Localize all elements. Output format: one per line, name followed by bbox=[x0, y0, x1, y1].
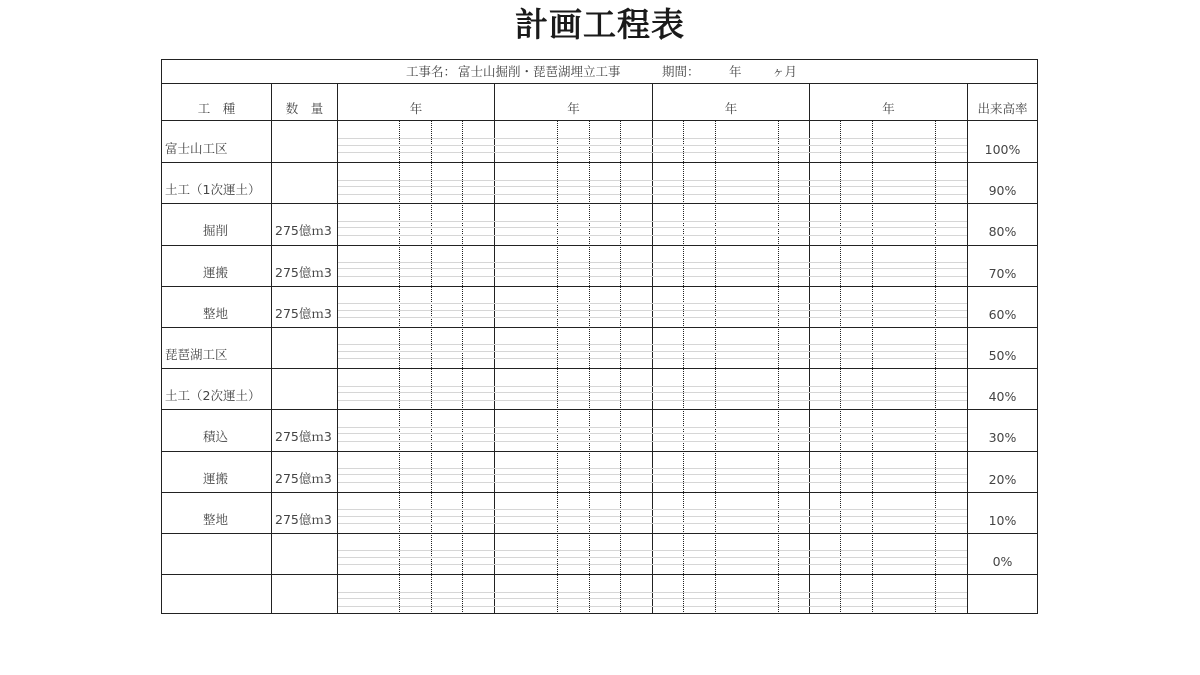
schedule-table bbox=[161, 59, 1038, 614]
bar-guide-line bbox=[338, 180, 967, 181]
work-type-cell: 整地 bbox=[203, 511, 229, 527]
bar-guide-line bbox=[338, 433, 967, 434]
quantity-cell: 275億ｍ3 bbox=[275, 223, 332, 239]
bar-guide-line bbox=[338, 427, 967, 428]
quantity-cell: 275億ｍ3 bbox=[275, 511, 332, 527]
year-header-3: 年 bbox=[653, 84, 809, 121]
work-type-cell: 土工（2次運土） bbox=[165, 388, 261, 404]
bar-guide-line bbox=[338, 523, 967, 524]
row-divider bbox=[162, 451, 1037, 452]
progress-cell: 90% bbox=[988, 183, 1017, 199]
bar-guide-line bbox=[338, 268, 967, 269]
progress-cell: 10% bbox=[988, 512, 1017, 528]
row-divider bbox=[162, 203, 1037, 204]
bar-guide-line bbox=[338, 564, 967, 565]
row-divider bbox=[162, 574, 1037, 575]
column-divider bbox=[271, 84, 272, 614]
year-header-2: 年 bbox=[495, 84, 652, 121]
quantity-cell: 275億ｍ3 bbox=[275, 470, 332, 486]
progress-cell: 20% bbox=[988, 471, 1017, 487]
bar-guide-line bbox=[338, 592, 967, 593]
bar-guide-line bbox=[338, 400, 967, 401]
bar-guide-line bbox=[338, 557, 967, 558]
bar-guide-line bbox=[338, 221, 967, 222]
bar-guide-line bbox=[338, 474, 967, 475]
period-year-unit: 年 bbox=[729, 64, 742, 79]
bar-guide-line bbox=[338, 152, 967, 153]
bar-guide-line bbox=[338, 509, 967, 510]
bar-guide-line bbox=[338, 186, 967, 187]
project-name: 富士山掘削・琵琶湖埋立工事 bbox=[458, 64, 621, 79]
row-divider bbox=[162, 533, 1037, 534]
work-type-cell: 運搬 bbox=[203, 264, 229, 280]
period-label: 期間： bbox=[662, 64, 700, 79]
work-type-cell: 積込 bbox=[203, 429, 229, 445]
work-type-cell: 整地 bbox=[203, 305, 229, 321]
row-divider bbox=[162, 245, 1037, 246]
bar-guide-line bbox=[338, 303, 967, 304]
quantity-cell: 275億ｍ3 bbox=[275, 264, 332, 280]
work-type-header: 工 種 bbox=[162, 84, 271, 121]
progress-cell: 30% bbox=[988, 430, 1017, 446]
row-divider bbox=[162, 162, 1037, 163]
bar-guide-line bbox=[338, 358, 967, 359]
work-type-cell: 富士山工区 bbox=[165, 141, 228, 156]
progress-cell: 40% bbox=[988, 389, 1017, 405]
progress-cell: 50% bbox=[988, 348, 1017, 363]
quantity-cell: 275億ｍ3 bbox=[275, 305, 332, 321]
bar-guide-line bbox=[338, 550, 967, 551]
year-header-4: 年 bbox=[810, 84, 967, 121]
row-divider bbox=[162, 327, 1037, 328]
work-type-cell: 琵琶湖工区 bbox=[165, 347, 228, 362]
progress-header: 出来高率 bbox=[968, 84, 1037, 121]
bar-guide-line bbox=[338, 262, 967, 263]
progress-cell: 0% bbox=[992, 554, 1013, 569]
bar-guide-line bbox=[338, 235, 967, 236]
bar-guide-line bbox=[338, 227, 967, 228]
bar-guide-line bbox=[338, 516, 967, 517]
progress-cell: 80% bbox=[988, 224, 1017, 240]
work-type-cell: 土工（1次運土） bbox=[165, 182, 261, 198]
column-divider bbox=[809, 84, 810, 614]
work-type-cell: 掘削 bbox=[203, 223, 229, 239]
progress-cell: 100% bbox=[984, 142, 1021, 157]
bar-guide-line bbox=[338, 351, 967, 352]
progress-cell: 60% bbox=[988, 306, 1017, 322]
progress-cell: 70% bbox=[988, 265, 1017, 281]
row-divider bbox=[162, 409, 1037, 410]
row-divider bbox=[162, 368, 1037, 369]
quantity-header: 数 量 bbox=[272, 84, 337, 121]
bar-guide-line bbox=[338, 598, 967, 599]
project-header bbox=[162, 60, 1037, 84]
column-divider bbox=[652, 84, 653, 614]
bar-guide-line bbox=[338, 468, 967, 469]
bar-guide-line bbox=[338, 344, 967, 345]
bar-guide-line bbox=[338, 310, 967, 311]
bar-guide-line bbox=[338, 276, 967, 277]
project-label: 工事名： bbox=[406, 64, 457, 79]
bar-guide-line bbox=[338, 386, 967, 387]
column-divider bbox=[494, 84, 495, 614]
bar-guide-line bbox=[338, 482, 967, 483]
bar-guide-line bbox=[338, 317, 967, 318]
row-divider bbox=[162, 492, 1037, 493]
bar-guide-line bbox=[338, 138, 967, 139]
year-header-1: 年 bbox=[338, 84, 494, 121]
bar-guide-line bbox=[338, 606, 967, 607]
column-divider bbox=[337, 84, 338, 614]
row-divider bbox=[162, 286, 1037, 287]
bar-guide-line bbox=[338, 194, 967, 195]
bar-guide-line bbox=[338, 392, 967, 393]
page-title: 計画工程表 bbox=[515, 5, 685, 44]
bar-guide-line bbox=[338, 145, 967, 146]
bar-guide-line bbox=[338, 441, 967, 442]
period-month-unit: ヶ月 bbox=[772, 64, 798, 79]
work-type-cell: 運搬 bbox=[203, 470, 229, 486]
quantity-cell: 275億ｍ3 bbox=[275, 429, 332, 445]
